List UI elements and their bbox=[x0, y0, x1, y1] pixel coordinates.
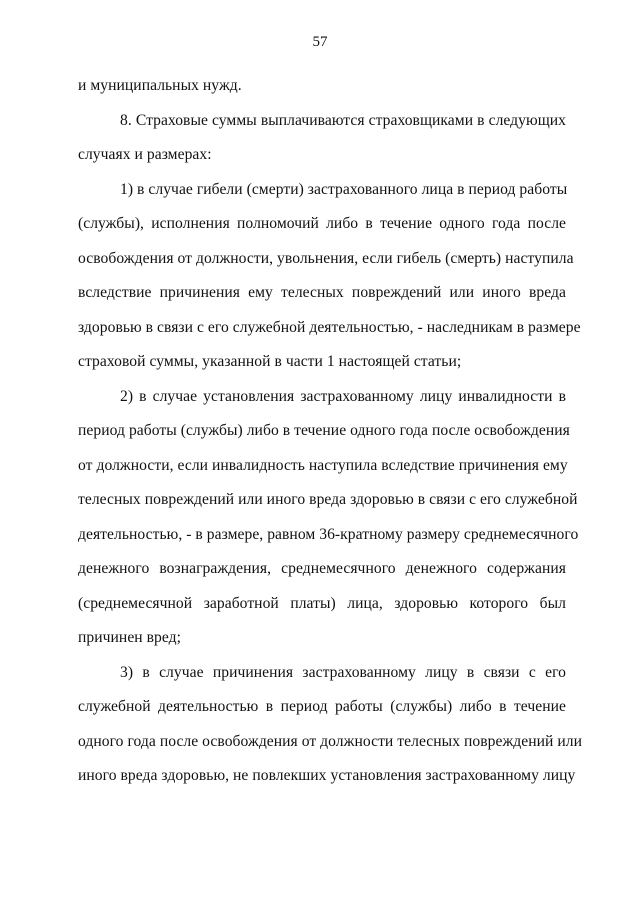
text-line: (службы), исполнения полномочий либо в течение одного года после bbox=[78, 215, 566, 232]
text-line: 3) в случае причинения застрахованному лицу в связи с его bbox=[120, 663, 566, 681]
text-line: и муниципальных нужд. bbox=[78, 77, 242, 94]
text-line: 2) в случае установления застрахованному лицу инвалидности в bbox=[120, 387, 566, 405]
text-line: иного вреда здоровью, не повлекших установления застрахованному лицу bbox=[78, 767, 576, 784]
text-line: вследствие причинения ему телесных повреждений или иного вреда bbox=[78, 284, 566, 301]
text-line: деятельностью, - в размере, равном 36-кратному размеру среднемесячного bbox=[78, 525, 579, 543]
text-line: 1) в случае гибели (смерти) застрахованного лица в период работы bbox=[120, 180, 568, 198]
text-line: служебной деятельностью в период работы (службы) либо в течение bbox=[78, 698, 566, 715]
text-line: страховой суммы, указанной в части 1 настоящей статьи; bbox=[78, 353, 462, 370]
text-line: денежного вознаграждения, среднемесячного денежного содержания bbox=[78, 560, 566, 577]
text-line: освобождения от должности, увольнения, если гибель (смерть) наступила bbox=[78, 249, 574, 267]
text-line: период работы (службы) либо в течение одного года после освобождения bbox=[78, 422, 570, 439]
text-line: от должности, если инвалидность наступила вследствие причинения ему bbox=[78, 456, 568, 474]
text-line: (среднемесячной заработной платы) лица, здоровью которого был bbox=[78, 594, 566, 612]
text-line: одного года после освобождения от должности телесных повреждений или bbox=[78, 732, 582, 750]
document-body bbox=[78, 71, 582, 796]
text-line: 8. Страховые суммы выплачиваются страховщиками в следующих bbox=[120, 111, 566, 129]
text-line: причинен вред; bbox=[78, 629, 182, 646]
text-line: случаях и размерах: bbox=[78, 146, 212, 163]
text-line: телесных повреждений или иного вреда здоровью в связи с его служебной bbox=[78, 491, 578, 508]
page-number: 57 bbox=[312, 34, 328, 50]
text-line: здоровью в связи с его служебной деятельностью, - наследникам в размере bbox=[78, 318, 581, 336]
